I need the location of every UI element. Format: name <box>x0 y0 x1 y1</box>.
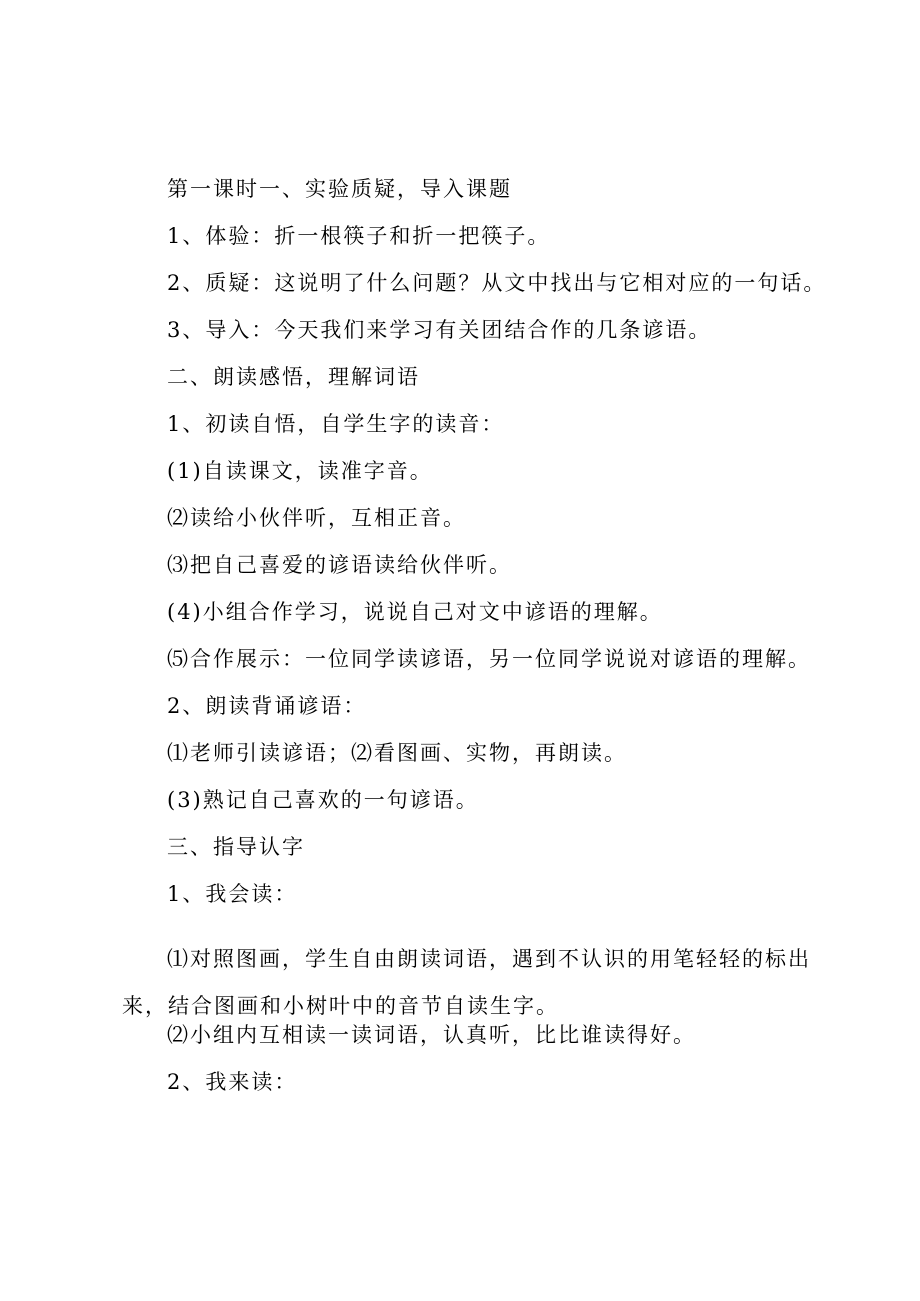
paragraph-line: ⑵读给小伙伴听，互相正音。 <box>167 506 466 530</box>
section-heading: 三、指导认字 <box>167 835 305 859</box>
paragraph-line: 1、我会读： <box>167 882 298 906</box>
lesson-heading: 第一课时一、实验质疑，导入课题 <box>167 177 512 201</box>
paragraph-line: 3、导入：今天我们来学习有关团结合作的几条谚语。 <box>167 318 712 342</box>
paragraph-line: (3)熟记自己喜欢的一句谚语。 <box>167 788 479 812</box>
paragraph-line: ⑵小组内互相读一读词语，认真听，比比谁读得好。 <box>167 1023 696 1047</box>
paragraph-line: ⑴老师引读谚语；⑵看图画、实物，再朗读。 <box>167 741 627 765</box>
paragraph-line: ⑸合作展示：一位同学读谚语，另一位同学说说对谚语的理解。 <box>167 647 811 671</box>
paragraph-line: 1、初读自悟，自学生字的读音： <box>167 412 505 436</box>
paragraph-line: 2、质疑：这说明了什么问题？从文中找出与它相对应的一句话。 <box>167 271 827 295</box>
paragraph-line: ⑶把自己喜爱的谚语读给伙伴听。 <box>167 553 512 577</box>
paragraph-line: 2、朗读背诵谚语： <box>167 694 367 718</box>
paragraph-line: 2、我来读： <box>167 1070 298 1094</box>
paragraph-line: (4)小组合作学习，说说自己对文中谚语的理解。 <box>167 600 663 624</box>
paragraph-line: 1、体验：折一根筷子和折一把筷子。 <box>167 224 551 248</box>
paragraph-line: (1)自读课文，读准字音。 <box>167 459 433 483</box>
section-heading: 二、朗读感悟，理解词语 <box>167 365 420 389</box>
wrapped-paragraph: ⑴对照图画，学生自由朗读词语，遇到不认识的用笔轻轻的标出来，结合图画和小树叶中的音节自读生字。 <box>122 947 811 1018</box>
